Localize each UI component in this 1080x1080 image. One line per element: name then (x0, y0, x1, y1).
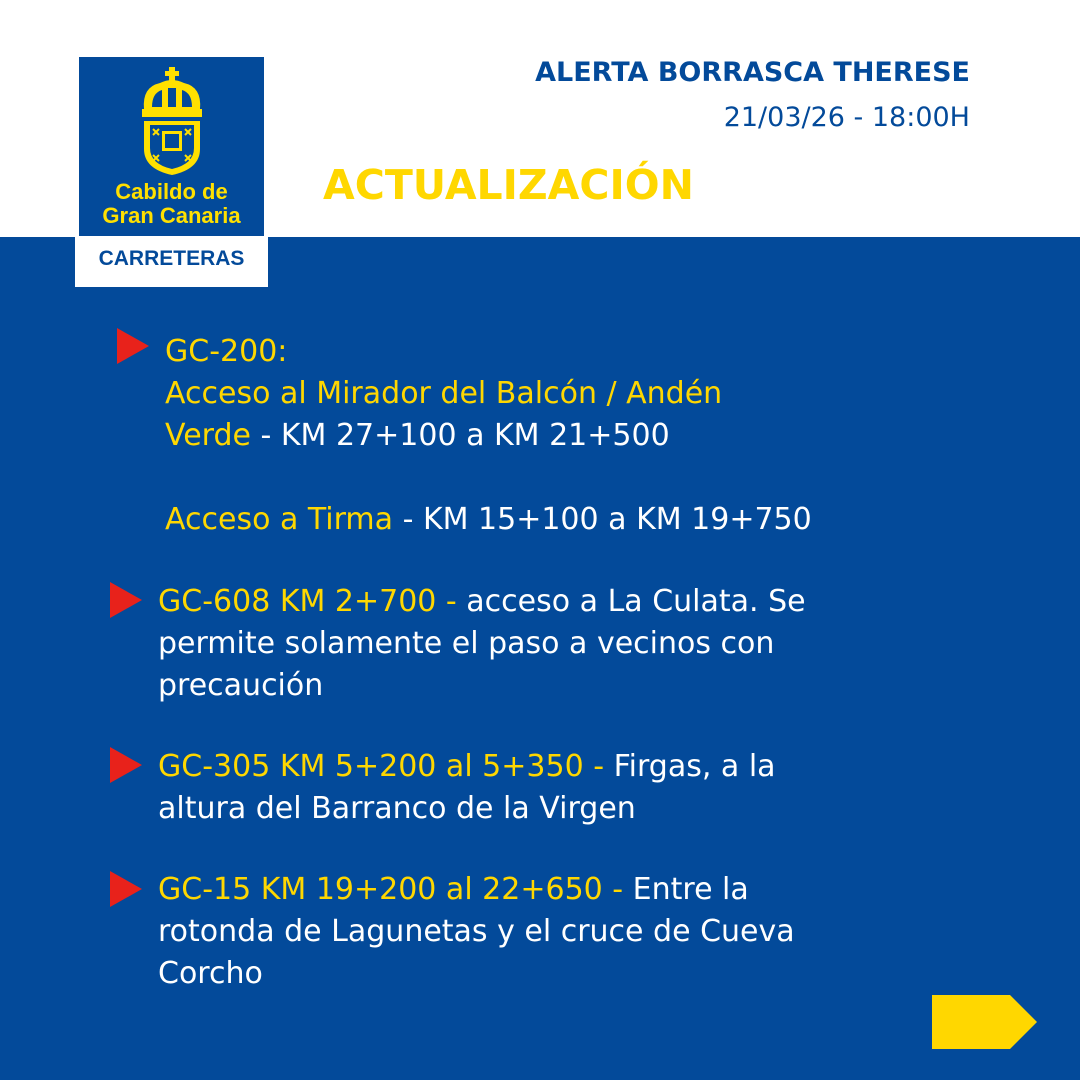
list-item-gc305-line1 (158, 746, 776, 788)
road-code: GC-200: (165, 334, 288, 369)
alert-datetime: 21/03/26 - 18:00H (723, 102, 970, 133)
update-label: ACTUALIZACIÓN (323, 161, 694, 209)
list-item-gc200-line2 (165, 415, 670, 457)
description: Firgas, a la (613, 749, 776, 784)
coat-of-arms-icon (136, 67, 208, 177)
list-item-gc305-line2: altura del Barranco de la Virgen (158, 791, 636, 826)
alert-title: ALERTA BORRASCA THERESE (535, 57, 970, 88)
list-item-gc15-line1 (158, 869, 749, 911)
km-range: - KM 15+100 a KM 19+750 (393, 502, 812, 537)
road-km: GC-15 KM 19+200 al 22+650 - (158, 872, 633, 907)
road-km: GC-608 KM 2+700 - (158, 584, 467, 619)
cabildo-logo (75, 53, 268, 287)
red-triangle-bullet-icon (115, 326, 151, 366)
department-label: CARRETERAS (98, 247, 245, 270)
next-arrow-icon[interactable] (932, 995, 1037, 1049)
list-item-gc15-line3: Corcho (158, 956, 263, 991)
list-item-gc200-line1 (165, 373, 722, 415)
list-item-gc608-line2: permite solamente el paso a vecinos con (158, 626, 775, 661)
red-triangle-bullet-icon (108, 745, 144, 785)
place-name: Verde (165, 418, 251, 453)
list-item-gc15-line2: rotonda de Lagunetas y el cruce de Cueva (158, 914, 795, 949)
red-triangle-bullet-icon (108, 580, 144, 620)
red-triangle-bullet-icon (108, 869, 144, 909)
road-km: GC-305 KM 5+200 al 5+350 - (158, 749, 614, 784)
list-item-gc200-road (165, 331, 287, 373)
logo-name-line2: Gran Canaria (102, 203, 241, 228)
place-name: Acceso al Mirador del Balcón / Andén (165, 376, 723, 411)
description: acceso a La Culata. Se (466, 584, 806, 619)
logo-blue-block (79, 57, 264, 236)
logo-name-line1: Cabildo de (115, 179, 228, 204)
km-range: - KM 27+100 a KM 21+500 (250, 418, 670, 453)
description: Entre la (632, 872, 749, 907)
place-name: Acceso a Tirma (165, 502, 394, 537)
list-item-gc608-line1 (158, 581, 806, 623)
list-item-gc200-tirma (165, 499, 812, 541)
list-item-gc608-line3: precaución (158, 668, 324, 703)
